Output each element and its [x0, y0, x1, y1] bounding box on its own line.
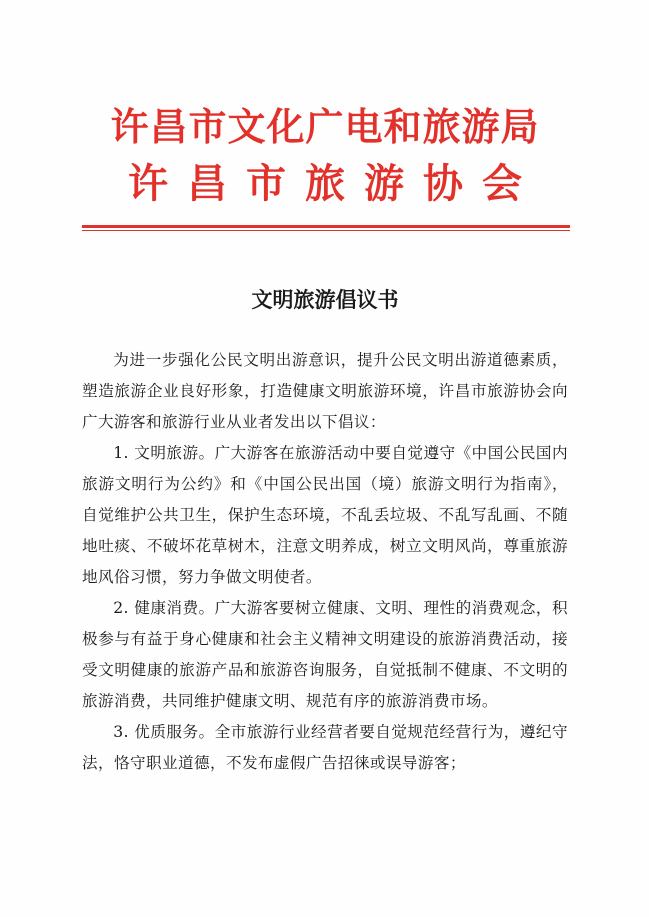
issuer-name-bureau: 许昌市文化广电和旅游局 — [110, 104, 540, 149]
document-title: 文明旅游倡议书 — [251, 287, 399, 312]
document-body — [82, 345, 568, 779]
item-quality-service: 3. 优质服务。全市旅游行业经营者要自觉规范经营行为，遵纪守法，恪守职业道德，不发布虚假广告招徕或误导游客； — [82, 723, 568, 772]
issuer-name-association: 许昌市旅游协会 — [128, 160, 541, 207]
item-civilized-travel: 1. 文明旅游。广大游客在旅游活动中要自觉遵守《中国公民国内旅游文明行为公约》和《中国公民出国（境）旅游文明行为指南》，自觉维护公共卫生，保护生态环境，不乱丢垃圾、不乱写乱画、不随地吐痰、不破坏花草树木，注意文明养成，树立文明风尚，尊重旅游地风俗习惯，努力争做文明使者。 — [82, 444, 568, 586]
item-healthy-consumption: 2. 健康消费。广大游客要树立健康、文明、理性的消费观念，积极参与有益于身心健康和社会主义精神文明建设的旅游消费活动，接受文明健康的旅游产品和旅游咨询服务，自觉抵制不健康、不文明的旅游消费，共同维护健康文明、规范有序的旅游消费市场。 — [82, 599, 568, 710]
header-divider-thick — [82, 225, 570, 228]
intro-paragraph: 为进一步强化公民文明出游意识，提升公民文明出游道德素质，塑造旅游企业良好形象，打造健康文明旅游环境，许昌市旅游协会向广大游客和旅游行业从业者发出以下倡议： — [82, 351, 568, 431]
header-divider-thin — [82, 230, 570, 231]
